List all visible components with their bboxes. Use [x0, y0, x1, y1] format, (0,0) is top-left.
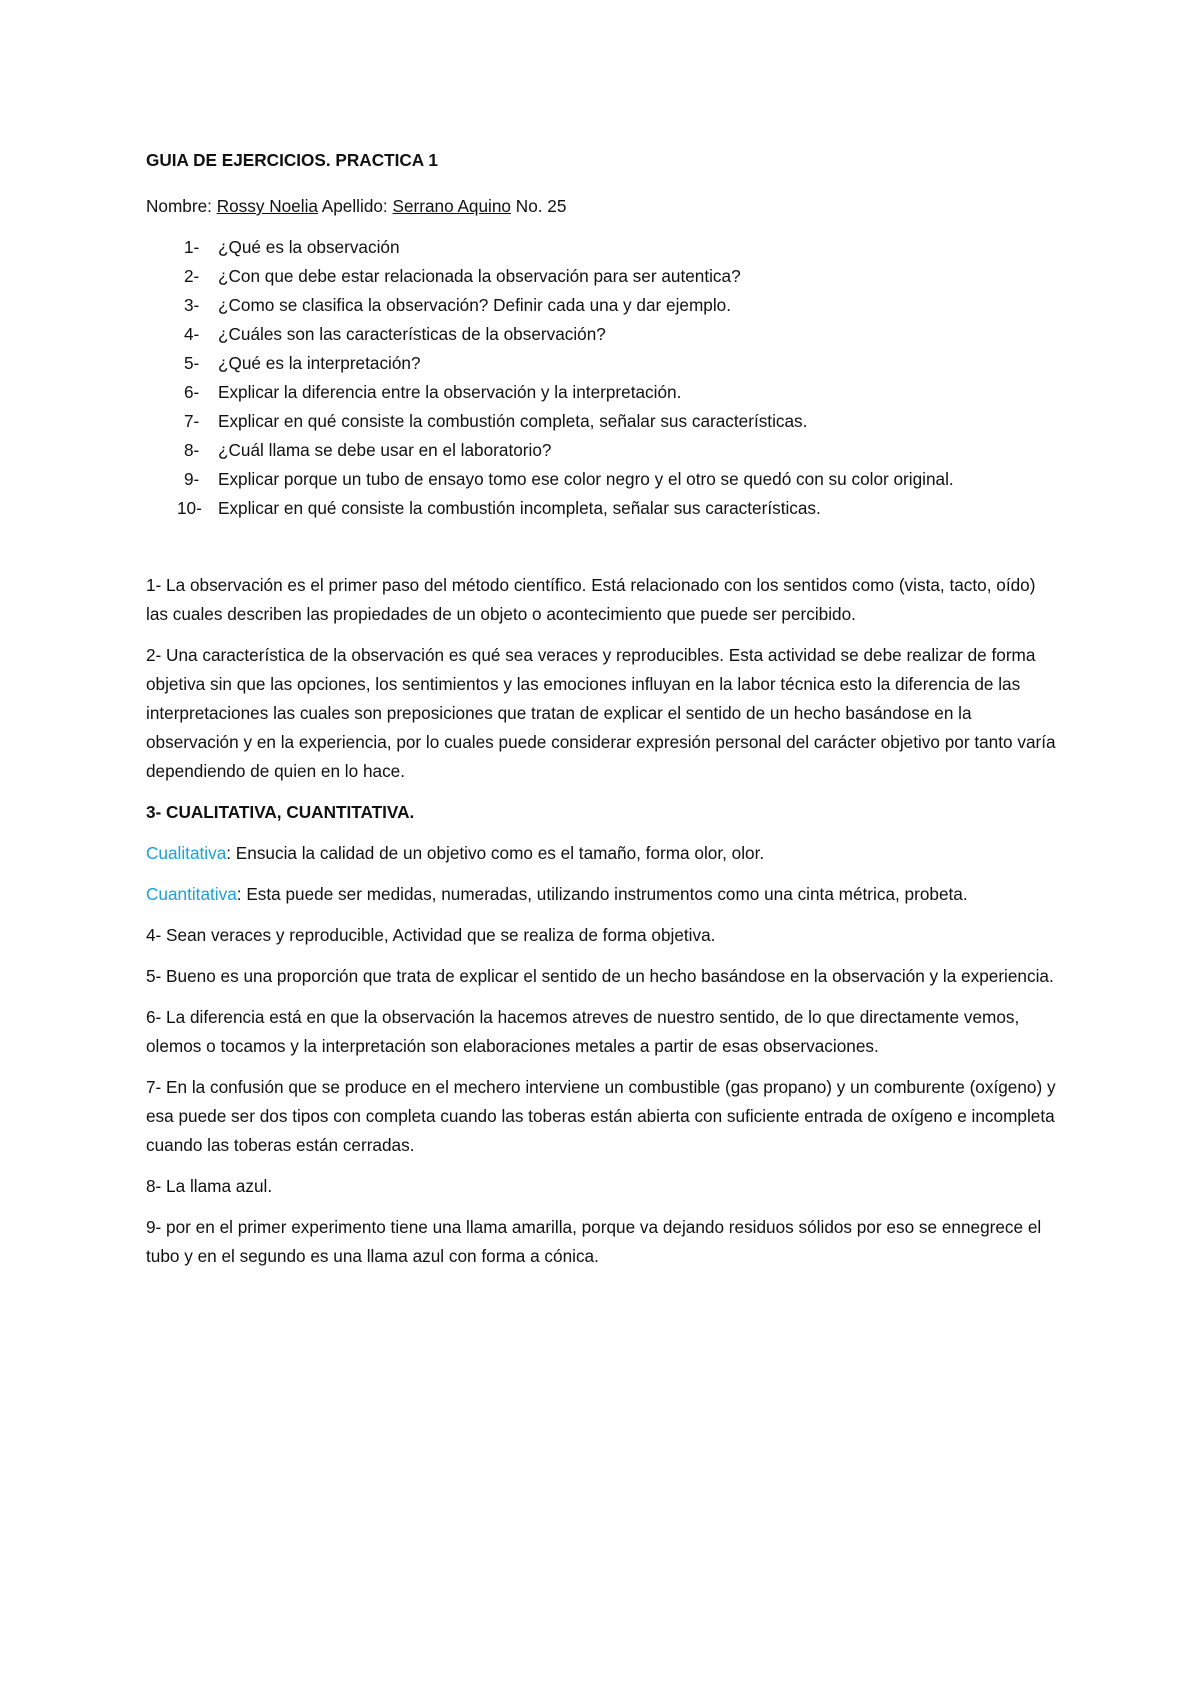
question-text: ¿Con que debe estar relacionada la observación para ser autentica? [218, 266, 741, 286]
question-item [146, 349, 1056, 378]
question-item [146, 291, 1056, 320]
question-text: Explicar la diferencia entre la observación y la interpretación. [218, 382, 682, 402]
document-page [146, 146, 1056, 1283]
cualitativa-definition: : Ensucia la calidad de un objetivo como es el tamaño, forma olor, olor. [226, 843, 765, 863]
question-text: ¿Cuáles son las características de la observación? [218, 324, 606, 344]
answer-5: 5- Bueno es una proporción que trata de explicar el sentido de un hecho basándose en la observación y la experiencia. [146, 966, 1054, 986]
answers-section [146, 571, 1056, 1271]
question-text: Explicar en qué consiste la combustión incompleta, señalar sus características. [218, 498, 821, 518]
question-item [146, 378, 1056, 407]
question-number: 5- [184, 353, 200, 373]
question-number: 6- [184, 382, 200, 402]
answer-3-cuantitativa [146, 880, 1056, 909]
answer-8: 8- La llama azul. [146, 1176, 273, 1196]
question-item [146, 407, 1056, 436]
answer-7: 7- En la confusión que se produce en el mechero interviene un combustible (gas propano) y un comburente (oxígeno) y esa puede ser dos tipos con completa cuando las toberas están abierta con suficiente entrada de oxígeno e incompleta cuando las toberas están cerradas. [146, 1077, 1056, 1155]
question-text: ¿Cuál llama se debe usar en el laboratorio? [218, 440, 552, 460]
document-title: GUIA DE EJERCICIOS. PRACTICA 1 [146, 150, 438, 170]
answer-4: 4- Sean veraces y reproducible, Actividad que se realiza de forma objetiva. [146, 925, 716, 945]
question-text: Explicar porque un tubo de ensayo tomo ese color negro y el otro se quedó con su color original. [218, 469, 954, 489]
cuantitativa-term: Cuantitativa [146, 884, 237, 904]
cualitativa-term: Cualitativa [146, 843, 227, 863]
question-number: 4- [184, 324, 200, 344]
student-number: No. 25 [515, 196, 567, 216]
question-item [146, 436, 1056, 465]
student-last-name: Serrano Aquino [392, 196, 511, 216]
answer-6: 6- La diferencia está en que la observación la hacemos atreves de nuestro sentido, de lo que directamente vemos, olemos o tocamos y la interpretación son elaboraciones metales a partir de esas observaciones. [146, 1007, 1020, 1056]
question-number: 10- [177, 498, 202, 518]
answer-1: 1- La observación es el primer paso del método científico. Está relacionado con los sentidos como (vista, tacto, oído) las cuales describen las propiedades de un objeto o acontecimiento que puede ser percibido. [146, 575, 1036, 624]
apellido-label: Apellido: [321, 196, 388, 216]
nombre-label: Nombre: [146, 196, 212, 216]
question-text: ¿Como se clasifica la observación? Definir cada una y dar ejemplo. [218, 295, 732, 315]
question-number: 1- [184, 237, 200, 257]
question-item [146, 233, 1056, 262]
student-first-name: Rossy Noelia [216, 196, 318, 216]
answer-3-cualitativa [146, 839, 1056, 868]
question-item [146, 465, 1056, 494]
question-text: Explicar en qué consiste la combustión completa, señalar sus características. [218, 411, 808, 431]
answer-9: 9- por en el primer experimento tiene una llama amarilla, porque va dejando residuos sólidos por eso se ennegrece el tubo y en el segundo es una llama azul con forma a cónica. [146, 1217, 1042, 1266]
question-text: ¿Qué es la observación [218, 237, 400, 257]
question-number: 3- [184, 295, 200, 315]
question-number: 7- [184, 411, 200, 431]
cuantitativa-definition: : Esta puede ser medidas, numeradas, utilizando instrumentos como una cinta métrica, probeta. [236, 884, 968, 904]
question-number: 9- [184, 469, 200, 489]
answer-3-heading: 3- CUALITATIVA, CUANTITATIVA. [146, 802, 415, 822]
question-item [146, 262, 1056, 291]
question-item [146, 494, 1056, 523]
question-item [146, 320, 1056, 349]
student-info [146, 192, 1056, 221]
question-number: 2- [184, 266, 200, 286]
question-text: ¿Qué es la interpretación? [218, 353, 421, 373]
question-list [146, 233, 1056, 523]
question-number: 8- [184, 440, 200, 460]
answer-2: 2- Una característica de la observación es qué sea veraces y reproducibles. Esta actividad se debe realizar de forma objetiva sin que las opciones, los sentimientos y las emociones influyan en la labor técnica esto la diferencia de las interpretaciones las cuales son preposiciones que tratan de explicar el sentido de un hecho basándose en la observación y en la experiencia, por lo cuales puede considerar expresión personal del carácter objetivo por tanto varía dependiendo de quien en lo hace. [146, 645, 1056, 781]
